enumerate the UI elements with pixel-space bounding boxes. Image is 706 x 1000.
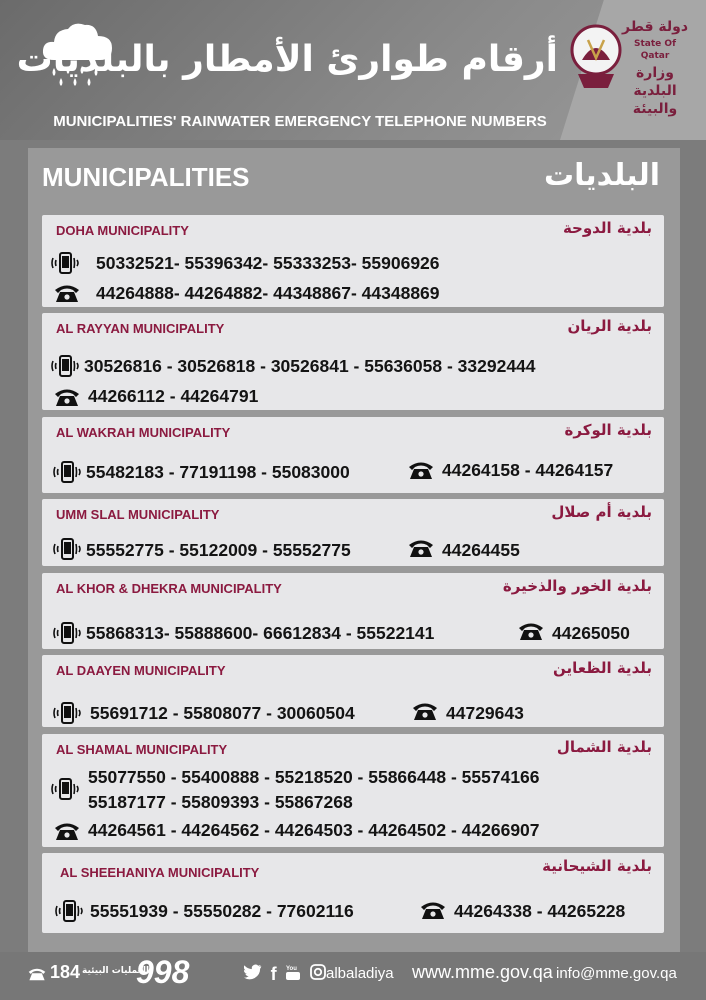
municipality-name-arabic: بلدية الشيحانية [542,857,652,875]
municipality-name-english: UMM SLAL MUNICIPALITY [56,507,220,522]
municipality-name-arabic: بلدية الريان [567,317,652,335]
municipality-name-english: AL SHAMAL MUNICIPALITY [56,742,228,757]
landline-phone-icon [412,700,438,722]
logo-state-english: State Of Qatar [634,39,676,61]
svg-text:You: You [286,966,298,972]
landline-phone-icon [518,620,544,642]
phone-icon [28,966,46,982]
landline-numbers: 44264561 - 44264562 - 44264503 - 44264502 - 44266907 [88,820,540,840]
logo-text [620,18,690,118]
municipality-card-al-daayen [42,655,664,727]
mobile-phone-icon [52,622,82,644]
municipality-name-english: AL KHOR & DHEKRA MUNICIPALITY [56,581,282,596]
landline-phone-icon [420,899,446,921]
logo-ministry-arabic: وزارة البلدية والبيئة [632,65,678,117]
website-link[interactable]: www.mme.gov.qa [412,962,553,982]
hotline-number: 998 [136,954,190,990]
municipality-name-english: AL WAKRAH MUNICIPALITY [56,425,231,440]
mobile-numbers: 55551939 - 55550282 - 77602116 [90,901,354,921]
municipality-card-al-sheehaniya [42,853,664,933]
municipality-name-arabic: بلدية الشمال [556,738,652,756]
municipality-name-english: DOHA MUNICIPALITY [56,223,189,238]
mobile-numbers: 55552775 - 55122009 - 55552775 [86,540,351,560]
municipality-name-english: AL RAYYAN MUNICIPALITY [56,321,225,336]
mobile-phone-icon [54,900,84,922]
landline-numbers: 44265050 [552,623,630,643]
mobile-numbers: 55482183 - 77191198 - 55083000 [86,462,350,482]
municipality-name-arabic: بلدية الدوحة [562,219,652,237]
qatar-emblem-icon [568,18,624,94]
municipality-card-al-rayyan [42,313,664,410]
landline-numbers: 44264888- 44264882- 44348867- 44348869 [96,283,440,303]
municipality-card-al-shamal [42,734,664,847]
operations-label: العمليات البيئية [82,966,150,976]
mobile-numbers: 55691712 - 55808077 - 30060504 [90,703,355,723]
municipality-card-al-wakrah [42,417,664,493]
landline-numbers: 44264455 [442,540,520,560]
mobile-numbers: 55077550 - 55400888 - 55218520 - 55866448 - 55574166 [88,767,540,787]
municipality-card-doha [42,215,664,307]
mobile-phone-icon [52,461,82,483]
email-link[interactable]: info@mme.gov.qa [556,965,677,982]
municipality-name-arabic: بلدية أم صلال [551,503,652,521]
youtube-icon[interactable] [285,963,301,985]
municipality-name-english: AL SHEEHANIYA MUNICIPALITY [60,865,260,880]
landline-phone-icon [408,537,434,559]
twitter-icon[interactable] [244,964,262,984]
facebook-icon[interactable]: f [270,963,277,984]
landline-phone-icon [408,459,434,481]
operations-number: 184 [50,962,81,982]
instagram-icon[interactable] [310,964,326,984]
page-title-english: MUNICIPALITIES' RAINWATER EMERGENCY TELEPHONE NUMBERS [53,113,547,130]
municipality-name-arabic: بلدية الخور والذخيرة [502,577,652,595]
social-icons [244,963,329,987]
mobile-phone-icon [50,778,80,800]
mobile-phone-icon [50,252,80,274]
landline-numbers: 44729643 [446,703,524,723]
landline-numbers: 44264158 - 44264157 [442,460,614,480]
mobile-numbers: 55187177 - 55809393 - 55867268 [88,792,353,812]
logo-state-arabic: دولة قطر [621,19,689,35]
mobile-numbers: 30526816 - 30526818 - 30526841 - 55636058 - 33292444 [84,356,536,376]
mobile-phone-icon [52,538,82,560]
mobile-phone-icon [50,355,80,377]
ministry-logo [568,14,690,117]
page-title-arabic: أرقام طوارئ الأمطار بالبلديات [16,39,558,80]
panel-heading-arabic: البلديات [543,158,660,193]
social-handle[interactable]: albaladiya [326,965,394,982]
municipality-name-arabic: بلدية الوكرة [564,421,652,439]
municipality-card-umm-slal [42,499,664,566]
landline-phone-icon [54,282,80,304]
panel-heading-english: MUNICIPALITIES [42,162,250,192]
municipality-name-arabic: بلدية الظعاين [553,659,652,677]
landline-phone-icon [54,820,80,842]
landline-numbers: 44264338 - 44265228 [454,901,626,921]
mobile-phone-icon [52,702,82,724]
municipality-name-english: AL DAAYEN MUNICIPALITY [56,663,226,678]
mobile-numbers: 50332521- 55396342- 55333253- 55906926 [96,253,440,273]
landline-phone-icon [54,386,80,408]
landline-numbers: 44266112 - 44264791 [88,386,259,406]
municipality-card-al-khor-dhekra [42,573,664,649]
mobile-numbers: 55868313- 55888600- 66612834 - 55522141 [86,623,435,643]
